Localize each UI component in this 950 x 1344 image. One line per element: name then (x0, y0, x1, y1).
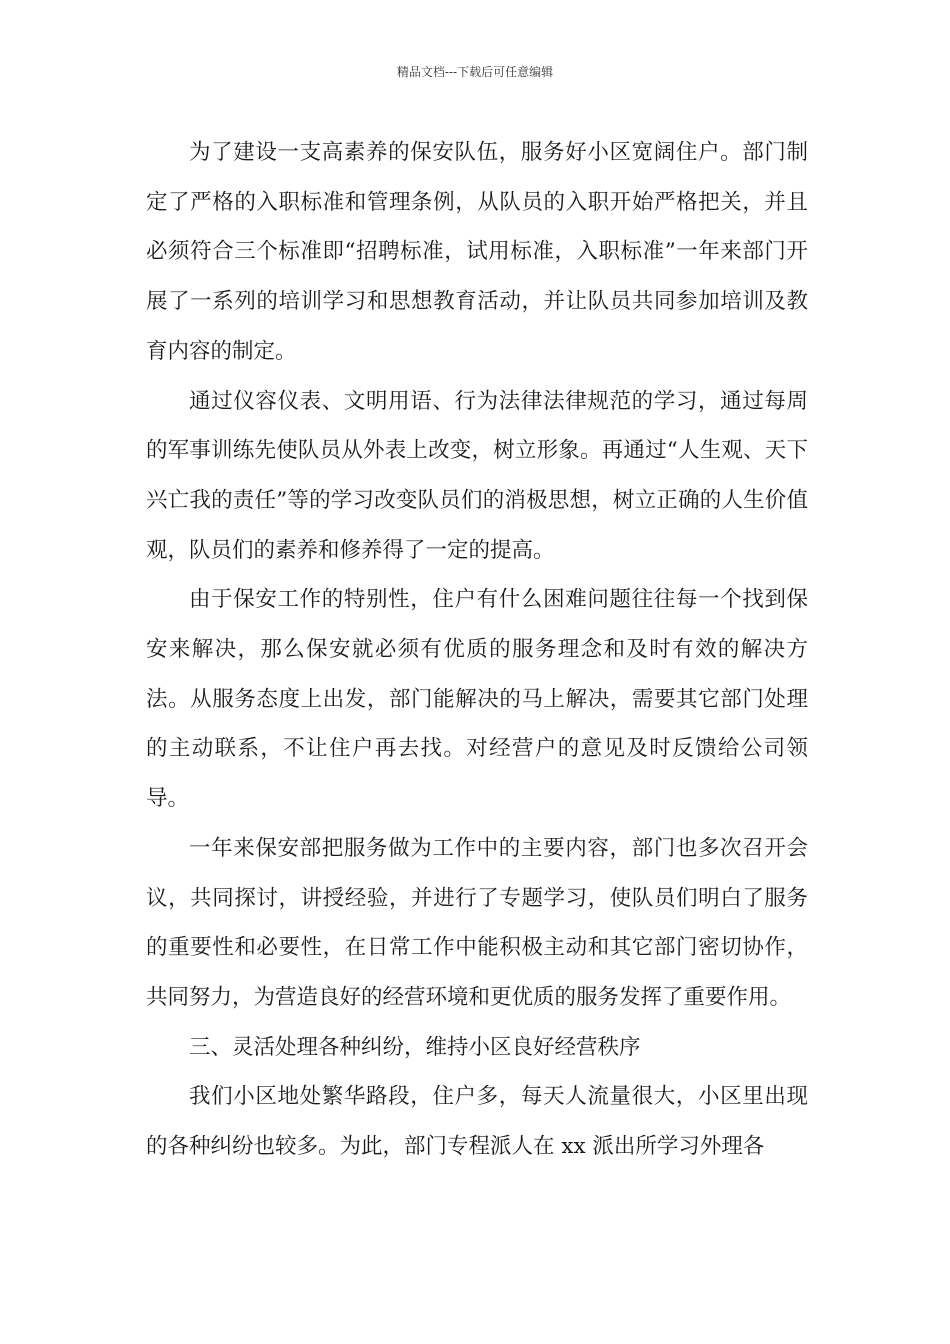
paragraph-service-importance: 一年来保安部把服务做为工作中的主要内容，部门也多次召开会议，共同探讨，讲授经验，并进行了专题学习，使队员们明白了服务的重要性和必要性，在日常工作中能积极主动和其它部门密切协作，共同努力，为营造良好的经营环境和更优质的服务发挥了重要作用。 (146, 835, 808, 1010)
section-heading: 三、灵活处理各种纠纷，维持小区良好经营秩序 (189, 1034, 641, 1060)
paragraph-disputes: 我们小区地处繁华路段，住户多，每天人流量很大，小区里出现的各种纠纷也较多。为此，部门专程派人在 xx 派出所学习外理各 (146, 1084, 808, 1160)
paragraph-security-team: 为了建设一支高素养的保安队伍，服务好小区宽阔住户。部门制定了严格的入职标准和管理条例，从队员的入职开始严格把关，并且必须符合三个标准即“招聘标准，试用标准，入职标准”一年来部门开展了一系列的培训学习和思想教育活动，并让队员共同参加培训及教育内容的制定。 (146, 140, 808, 364)
page-header: 精品文档---下载后可任意编辑 (396, 65, 554, 79)
paragraph-training: 通过仪容仪表、文明用语、行为法律法律规范的学习，通过每周的军事训练先使队员从外表上改变，树立形象。再通过“人生观、天下兴亡我的责任”等的学习改变队员们的消极思想，树立正确的人生价值观，队员们的素养和修养得了一定的提高。 (146, 388, 808, 563)
paragraph-service: 由于保安工作的特别性，住户有什么困难问题往往每一个找到保安来解决，那么保安就必须有优质的服务理念和及时有效的解决方法。从服务态度上出发，部门能解决的马上解决，需要其它部门处理的主动联系，不让住户再去找。对经营户的意见及时反馈给公司领导。 (146, 587, 808, 812)
document-body (146, 128, 808, 1172)
